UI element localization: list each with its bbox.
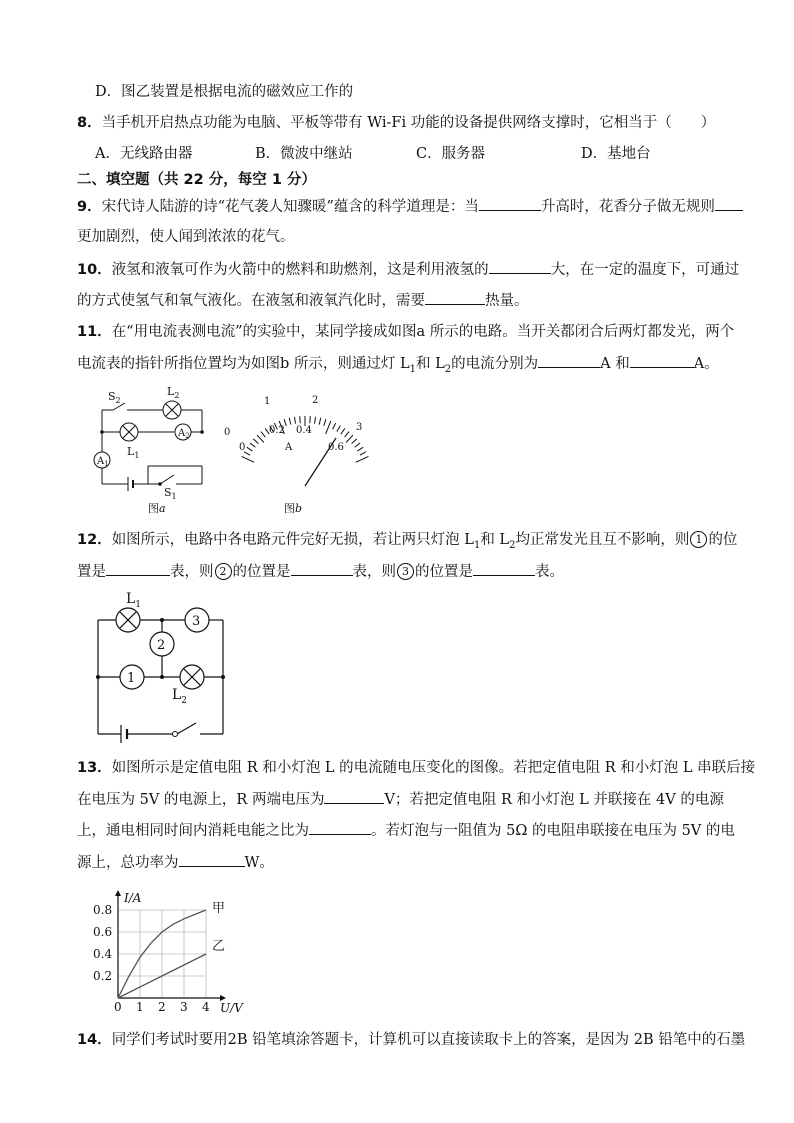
question-11: 11．在“用电流表测电流”的实验中，某同学接成如图a 所示的电路。当开关都闭合后两灯都发光，两个 [77,324,735,340]
y-tick-label: 0.8 [93,903,113,917]
dial-unit: A [285,442,293,453]
question-14: 14．同学们考试时要用2B 铅笔填涂答题卡，计算机可以直接读取卡上的答案，是因为 2B 铅笔中的石墨 [77,1032,746,1048]
q7-option-d: D．图乙装置是根据电流的磁效应工作的 [95,84,354,100]
dial-tick [324,419,326,426]
question-13-cont-3: 源上，总功率为 W。 [77,852,274,873]
fig11a-ammeter-a1: $A_1$ [97,456,109,468]
fig11a-ammeter-a2: $A_2$ [178,428,190,440]
circled-2: 2 [215,563,232,580]
fig12-meter-1: 1 [127,671,136,686]
q8-option-a[interactable]: A．无线路由器 [95,146,193,162]
fig11a-label-s1: $S_1$ [164,486,177,501]
question-8: 8．当手机开启热点功能为电脑、平板等带有 Wi-Fi 功能的设备提供网络支撑时，它相当于（ ） [77,115,716,131]
dial-tick [242,456,255,462]
question-13-cont-1: 在电压为 5V 的电源上，R 两端电压为 V；若把定值电阻 R 和小灯泡 L 并联接在 4V 的电源 [77,789,724,810]
fig12-meter-3: 3 [192,614,201,629]
question-13: 13．如图所示是定值电阻 R 和小灯泡 L 的电流随电压变化的图像。若把定值电阻 R 和小灯泡 L 串联后接 [77,760,756,776]
dial-tick [310,416,311,423]
q13-blank-1[interactable] [324,789,384,804]
circled-1: 1 [690,531,707,548]
dial-tick [352,439,357,444]
dial-tick [257,435,264,442]
dial-bottom-tick-0: 0 [239,442,246,453]
fig11a-label-l2: $L_2$ [167,385,180,400]
x-tick-label: 4 [202,1000,210,1014]
dial-tick [355,443,361,447]
y-tick-label: 0.4 [93,947,113,961]
q8-option-c[interactable]: C．服务器 [416,146,486,162]
figure-11a-circuit [88,384,218,518]
q9-blank-2[interactable] [715,196,743,211]
q13-blank-2[interactable] [309,820,371,835]
y-tick-label: 0.6 [93,925,113,939]
x-axis-label: U/V [220,1001,243,1014]
dial-tick [261,432,265,437]
dial-tick [247,447,253,451]
dial-top-tick-1: 1 [264,396,271,407]
question-12: 12．如图所示，电路中各电路元件完好无损，若让两只灯泡 $L_1$和 $L_2$均正常发光且互不影响，则 1 的位 [77,532,738,551]
chart-labels [93,891,244,1014]
dial-tick [253,439,258,444]
q9-blank-1[interactable] [479,196,541,211]
fig11a-caption: 图a [148,502,166,515]
dial-tick [341,428,345,434]
q8-option-b[interactable]: B．微波中继站 [255,146,353,162]
series-label-1: 乙 [212,939,226,954]
q13-blank-3[interactable] [179,852,245,867]
q11-blank-1[interactable] [538,353,600,368]
dial-bottom-tick-0.6: 0.6 [328,442,344,453]
fig11a-label-l1: $L_1$ [127,445,140,460]
question-9: 9．宋代诗人陆游的诗“花气袭人知骤暖”蕴含的科学道理是：当 升高时，花香分子做无规则 [77,196,743,217]
fig12-label-l1: $L_1$ [126,591,142,610]
chart-axes [115,890,226,1001]
section-2-heading: 二、填空题（共 22 分，每空 1 分） [77,172,316,188]
dial-tick [250,443,256,447]
x-tick-label: 3 [180,1000,188,1014]
dial-top-tick-2: 2 [312,395,319,406]
dial-tick [357,447,363,451]
question-14-text: 同学们考试时要用2B 铅笔填涂答题卡，计算机可以直接读取卡上的答案，是因为 2B 铅笔中的石墨 [111,1032,746,1048]
figure-12-circuit [88,586,238,748]
question-8-text: 当手机开启热点功能为电脑、平板等带有 Wi-Fi 功能的设备提供网络支撑时，它相当于（ ） [101,115,716,131]
y-axis-label: I/A [124,891,142,905]
q12-blank-2[interactable] [291,561,353,576]
dial-tick [294,417,295,424]
q12-blank-1[interactable] [106,561,170,576]
dial-top-tick-3: 3 [356,422,363,433]
q10-blank-1[interactable] [489,259,551,274]
dial-tick [346,435,353,442]
dial-tick [360,452,366,455]
question-11-cont: 电流表的指针所指位置均为如图b 所示，则通过灯 $L_1$和 $L_2$的电流分别为 A 和 A。 [77,353,719,380]
figure-11b-ammeter [222,388,372,518]
x-tick-label: 2 [158,1000,166,1014]
fig11a-label-s2: $S_2$ [108,390,121,405]
q11-blank-2[interactable] [630,353,694,368]
dial-bottom-tick-0.4: 0.4 [296,425,312,436]
question-10-cont: 的方式使氢气和氧气液化。在液氢和液氧汽化时，需要 热量。 [77,290,529,311]
question-10: 10．液氢和液氧可作为火箭中的燃料和助燃剂，这是利用液氢的 大，在一定的温度下，可通过 [77,259,739,280]
dial-tick [337,426,341,432]
question-13-cont-2: 上，通电相同时间内消耗电能之比为 。若灯泡与一阻值为 5Ω 的电阻串联接在电压为 5V 的电 [77,820,735,841]
fig11b-caption: 图b [284,502,303,515]
x-tick-label: 1 [136,1000,144,1014]
dial-tick [314,417,315,424]
question-12-cont: 置是 表，则 2 的位置是 表，则 3 的位置是 表。 [77,561,564,582]
dial-tick [289,418,291,425]
y-tick-label: 0.2 [93,969,113,983]
dial-bottom-tick-0.2: 0.2 [269,425,285,436]
dial-tick [300,416,301,423]
dial-tick [319,418,321,425]
dial-tick [356,456,369,462]
dial-tick [326,421,331,434]
x-tick-label: 0 [114,1000,122,1014]
dial-tick [333,423,336,429]
q12-blank-3[interactable] [473,561,535,576]
circled-3: 3 [397,563,414,580]
question-9-cont: 更加剧烈，使人闻到浓浓的花气。 [77,229,295,245]
question-8-options [95,144,695,164]
dial-tick [345,432,349,437]
figure-13-iu-chart [88,876,258,1014]
series-label-0: 甲 [212,901,226,916]
dial-top-tick-0: 0 [224,427,231,438]
q10-blank-2[interactable] [425,290,485,305]
chart-grid [118,910,206,998]
y-axis-arrow [115,890,121,896]
fig12-label-l2: $L_2$ [172,687,188,706]
fig12-meter-2: 2 [157,638,166,653]
q8-option-d[interactable]: D．基地台 [581,146,651,162]
